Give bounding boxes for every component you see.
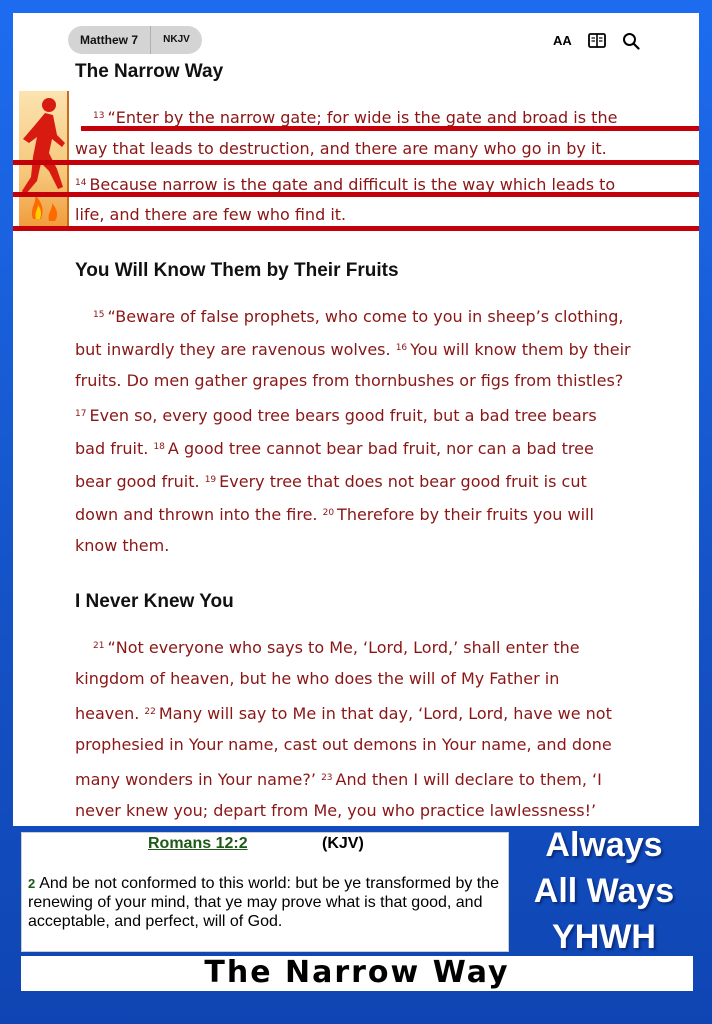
verse-17-18-line	[75, 436, 594, 458]
highlight-bar	[13, 160, 699, 165]
verse-text: but inwardly they are ravenous wolves.	[75, 340, 391, 359]
verse-21-line	[93, 635, 580, 657]
verse-14-line	[75, 204, 346, 226]
verse-reference: Romans 12:2	[148, 835, 248, 852]
verse-number: 13	[93, 111, 105, 121]
verse-number: 20	[322, 508, 335, 518]
verse-text: “Enter by the narrow gate; for wide is the gate and broad is the	[107, 108, 618, 127]
text-size-icon[interactable]: AA	[553, 33, 572, 48]
verse-version: (KJV)	[322, 835, 364, 852]
verse-15-16-line	[75, 337, 631, 359]
romans-verse-card	[21, 832, 509, 952]
verse-text: Because narrow is the gate and difficult is the way which leads to	[89, 175, 616, 194]
bible-reader-page	[13, 13, 699, 826]
verse-13-line	[93, 105, 617, 127]
verse-text: “Not everyone who says to Me, ‘Lord, Lord,’ shall enter the	[107, 638, 580, 657]
verse-number: 15	[93, 310, 105, 320]
verse-text: down and thrown into the fire.	[75, 505, 318, 524]
section-heading-narrow-way: The Narrow Way	[75, 61, 224, 82]
verse-17-line	[75, 403, 597, 425]
verse-text: never knew you; depart from Me, you who practice lawlessness!’	[75, 801, 597, 820]
verse-text: Even so, every good tree bears good fruit, but a bad tree bears	[89, 406, 597, 425]
verse-text: “Beware of false prophets, who come to you in sheep’s clothing,	[107, 307, 624, 326]
verse-13-line	[75, 138, 607, 160]
slogan-line: All Ways	[533, 872, 675, 910]
verse-text: prophesied in Your name, cast out demons in Your name, and done	[75, 735, 612, 754]
verse-19-20-line	[75, 502, 594, 524]
verse-21-line	[75, 668, 559, 690]
verse-16-line	[75, 370, 623, 392]
slogan-line: Always	[545, 826, 663, 864]
verse-text: You will know them by their	[410, 340, 631, 359]
verse-text: bad fruit.	[75, 439, 149, 458]
verse-number: 19	[204, 475, 217, 485]
verse-number: 2	[28, 876, 36, 891]
highlight-bar	[13, 226, 699, 231]
version-button[interactable]: NKJV	[163, 34, 190, 45]
verse-number: 23	[321, 773, 333, 783]
verse-text: kingdom of heaven, but he who does the will of My Father in	[75, 669, 560, 688]
verse-text: And be not conformed to this world: but be ye transformed by the renewing of your mind, that ye may prove what is that good, and acceptable, and perfect, will of God.	[28, 875, 500, 930]
book-icon[interactable]	[588, 31, 606, 51]
verse-number: 18	[153, 442, 165, 452]
verse-text: Therefore by their fruits you will	[337, 505, 594, 524]
verse-text: know them.	[75, 536, 170, 555]
slogan-line: YHWH	[552, 918, 656, 956]
verse-15-line	[93, 304, 623, 326]
verse-text: Every tree that does not bear good fruit is cut	[219, 472, 587, 491]
verse-text: And then I will declare to them, ‘I	[335, 770, 602, 789]
verse-22-line	[75, 734, 612, 756]
reader-toolbar	[13, 13, 699, 57]
verse-text: A good tree cannot bear bad fruit, nor can a bad tree	[167, 439, 594, 458]
verse-number: 17	[75, 409, 87, 419]
verse-20-line	[75, 535, 169, 557]
footer-title: The Narrow Way	[21, 956, 693, 991]
verse-text: way that leads to destruction, and there are many who go in by it.	[75, 139, 607, 158]
verse-22-23-line	[75, 767, 602, 789]
verse-14-line	[75, 172, 615, 194]
verse-text: fruits. Do men gather grapes from thornbushes or figs from thistles?	[75, 371, 624, 390]
verse-number: 22	[144, 707, 156, 717]
verse-21-22-line	[75, 701, 612, 723]
verse-18-19-line	[75, 469, 587, 491]
verse-number: 21	[93, 641, 105, 651]
verse-number: 16	[395, 343, 408, 353]
verse-text: bear good fruit.	[75, 472, 200, 491]
verse-text: life, and there are few who find it.	[75, 205, 347, 224]
verse-text: many wonders in Your name?’	[75, 770, 316, 789]
verse-text: heaven.	[75, 704, 140, 723]
section-heading-fruits: You Will Know Them by Their Fruits	[75, 260, 399, 281]
verse-number: 14	[75, 178, 87, 188]
verse-body	[28, 874, 504, 931]
book-chapter-button[interactable]: Matthew 7	[68, 26, 151, 54]
verse-text: Many will say to Me in that day, ‘Lord, Lord, have we not	[158, 704, 612, 723]
search-icon[interactable]	[622, 31, 640, 51]
section-heading-never-knew: I Never Knew You	[75, 591, 234, 612]
verse-23-line	[75, 800, 596, 822]
passage-selector[interactable]	[68, 26, 202, 54]
